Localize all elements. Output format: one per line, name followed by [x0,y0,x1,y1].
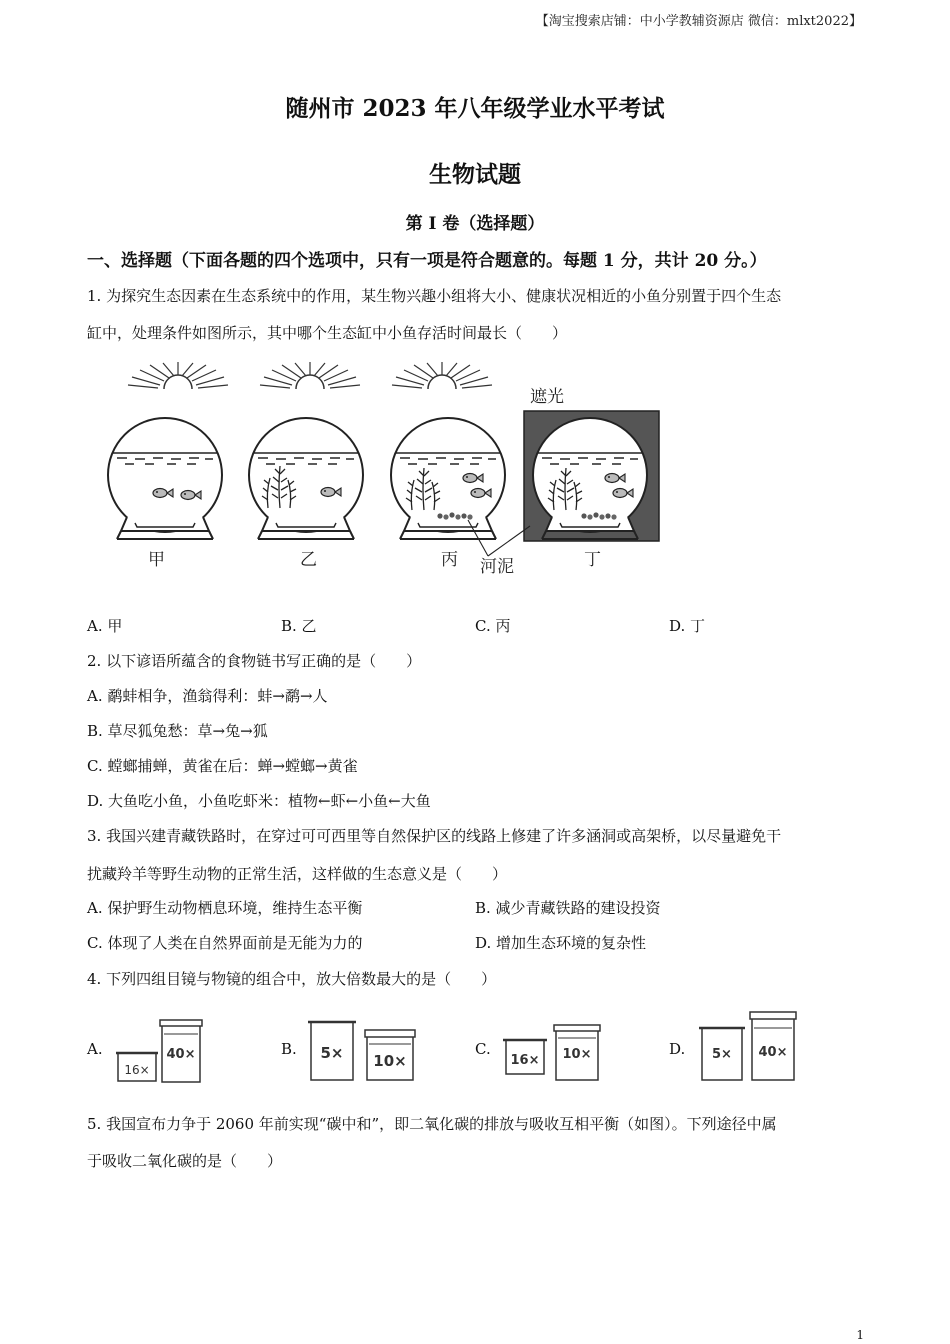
q5-stem-line1: 5. 我国宣布力争于 2060 年前实现“碳中和”，即二氧化碳的排放与吸收互相平衡（如图）。下列途径中属 [87,1115,777,1133]
fishbowl-ding [533,418,647,539]
q4-option-c[interactable]: C. [475,1040,491,1058]
svg-text:16×: 16× [124,1063,150,1077]
q4-option-a[interactable]: A. [87,1040,103,1058]
svg-text:16×: 16× [510,1053,540,1068]
eyepiece-lens [503,1040,547,1074]
eyepiece-lens [308,1022,356,1080]
q2-stem: 2. 以下谚语所蕴含的食物链书写正确的是（ ） [87,652,422,670]
q2-option-c[interactable]: C. 螳螂捕蝉，黄雀在后：蝉→螳螂→黄雀 [87,757,358,775]
sun-icon [392,362,492,389]
section-heading: 一、选择题（下面各题的四个选项中，只有一项是符合题意的。每题 1 分，共计 20 分。） [87,251,767,271]
sun-icon [128,362,228,389]
q1-option-d[interactable]: D. 丁 [669,617,706,635]
objective-lens [365,1030,415,1080]
eyepiece-lens [699,1028,745,1080]
bowl-label: 甲 [148,550,165,570]
svg-text:5×: 5× [712,1047,732,1062]
sun-icon [260,362,360,389]
q4-stem: 4. 下列四组目镜与物镜的组合中，放大倍数最大的是（ ） [87,970,497,988]
q4-option-d[interactable]: D. [669,1040,686,1058]
q3-option-b[interactable]: B. 减少青藏铁路的建设投资 [475,899,661,917]
q3-stem-line1: 3. 我国兴建青藏铁路时，在穿过可可西里等自然保护区的线路上修建了许多涵洞或高架桥，以尽量避免干 [87,827,782,845]
svg-text:10×: 10× [562,1047,592,1062]
q2-option-a[interactable]: A. 鹬蚌相争，渔翁得利：蚌→鹬→人 [87,687,328,705]
q4-lens-group-a [112,1016,212,1086]
objective-lens [160,1020,202,1082]
shade-label: 遮光 [530,387,564,407]
q1-stem-line1: 1. 为探究生态因素在生态系统中的作用，某生物兴趣小组将大小、健康状况相近的小鱼分别置于四个生态 [87,287,782,305]
exam-title: 随州市 2023 年八年级学业水平考试 [285,95,665,122]
svg-text:5×: 5× [320,1044,344,1062]
svg-text:40×: 40× [166,1047,196,1062]
q2-option-d[interactable]: D. 大鱼吃小鱼，小鱼吃虾米：植物←虾←小鱼←大鱼 [87,792,431,810]
subject-title: 生物试题 [429,161,521,188]
q1-option-a[interactable]: A. 甲 [87,617,123,635]
q1-stem-line2: 缸中，处理条件如图所示，其中哪个生态缸中小鱼存活时间最长（ ） [87,324,568,342]
q3-option-c[interactable]: C. 体现了人类在自然界面前是无能为力的 [87,934,363,952]
q3-option-a[interactable]: A. 保护野生动物栖息环境，维持生态平衡 [87,899,363,917]
mud-label: 河泥 [480,557,514,577]
q1-fishbowl-figure [100,360,680,582]
q4-lens-group-c [500,1016,610,1086]
header-note: 【淘宝搜索店铺：中小学教辅资源店 微信：mlxt2022】 [535,14,862,29]
fishbowl-yi [249,418,363,539]
objective-lens [750,1012,796,1080]
q5-stem-line2: 于吸收二氧化碳的是（ ） [87,1152,283,1170]
q2-option-b[interactable]: B. 草尽狐兔愁：草→兔→狐 [87,722,268,740]
q4-lens-group-d [696,1008,806,1086]
q4-lens-group-b [305,1016,425,1086]
eyepiece-lens [116,1053,158,1081]
q1-option-b[interactable]: B. 乙 [281,617,317,635]
bowl-label: 乙 [300,550,317,570]
bowl-label: 丁 [584,550,601,570]
q1-option-c[interactable]: C. 丙 [475,617,511,635]
svg-text:10×: 10× [373,1052,407,1070]
svg-text:40×: 40× [758,1045,788,1060]
fishbowl-jia [108,418,222,539]
q3-option-d[interactable]: D. 增加生态环境的复杂性 [475,934,647,952]
bowl-label: 丙 [441,550,458,570]
q4-option-b[interactable]: B. [281,1040,297,1058]
page-number: 1 [856,1328,864,1342]
fishbowl-bing [391,418,505,539]
objective-lens [554,1025,600,1080]
q3-stem-line2: 扰藏羚羊等野生动物的正常生活，这样做的生态意义是（ ） [87,865,508,883]
volume-title: 第 I 卷（选择题） [405,214,545,234]
